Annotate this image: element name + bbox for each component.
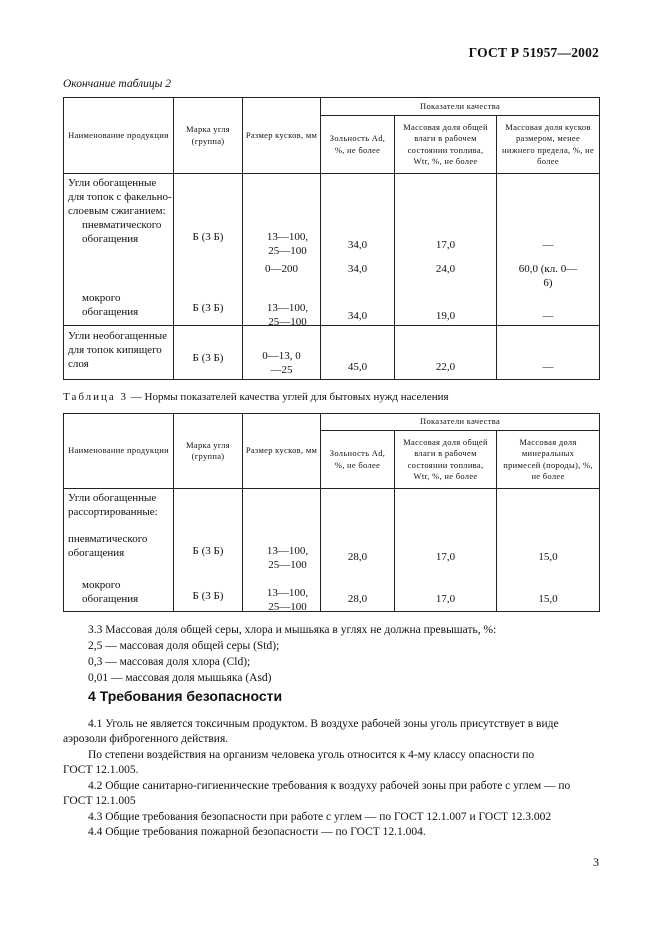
t2-pneumatic-grade: Б (3 Б) — [192, 231, 224, 243]
t2-header-ash: Зольность Ad, %, не более — [321, 116, 395, 174]
t2-header-moisture: Массовая доля общей влаги в рабочем состоянии топлива, Wtr, %, не более — [395, 116, 497, 174]
t2-wet-label: мокрого обогащения — [82, 292, 139, 318]
t2-row2-ash: 34,0 — [347, 263, 368, 275]
t2-group2-ash: 45,0 — [347, 361, 368, 373]
t3-wet-ash: 28,0 — [347, 593, 368, 605]
t3-pneumatic-mineral: 15,0 — [538, 551, 558, 563]
t2-wet-moisture: 19,0 — [435, 310, 456, 322]
t2-header-grade: Марка угля (группа) — [174, 98, 243, 174]
section-4-2-line1: 4.2 Общие санитарно-гигиенические требования к воздуху рабочей зоны при работе с углем — по — [88, 780, 571, 792]
t3-pneumatic-ash: 28,0 — [347, 551, 368, 563]
t2-pneumatic-size: 13—100, 25—100 — [266, 231, 309, 257]
table3-label: Таблица 3 — [63, 391, 129, 403]
t2-group1-title: Угли обогащенные для топок с факельно-слоевым сжиганием: — [68, 177, 172, 217]
t3-wet-label: мокрого обогащения — [82, 579, 139, 605]
section-4-3: 4.3 Общие требования безопасности при работе с углем — по ГОСТ 12.1.007 и ГОСТ 12.3.002 — [88, 811, 552, 823]
section-4-heading: 4 Требования безопасности — [88, 688, 283, 704]
t2-wet-size: 13—100, 25—100 — [266, 302, 309, 328]
t3-pneumatic-label: пневматического обогащения — [68, 533, 148, 559]
t3-pneumatic-moisture: 17,0 — [435, 551, 456, 563]
section-4-4: 4.4 Общие требования пожарной безопасности — по ГОСТ 12.1.004. — [88, 826, 426, 838]
table3-title: — Нормы показателей качества углей для бытовых нужд населения — [130, 391, 449, 403]
table-2 — [63, 97, 600, 380]
table2-continuation-caption: Окончание таблицы 2 — [63, 78, 171, 90]
t2-pneumatic-lower: — — [542, 239, 554, 251]
document-code: ГОСТ Р 51957—2002 — [468, 45, 599, 60]
section-3-3-arsenic: 0,01 — массовая доля мышьяка (Asd) — [88, 672, 272, 684]
t3-pneumatic-grade: Б (3 Б) — [192, 545, 224, 557]
section-4-1-line2: аэрозоли фиброгенного действия. — [63, 733, 229, 745]
t3-header-grade: Марка угля (группа) — [174, 414, 243, 489]
t2-header-name: Наименование продукции — [64, 98, 174, 174]
section-4-1-line3: По степени воздействия на организм человека уголь относится к 4-му классу опасности по — [88, 749, 535, 761]
t2-row2-lower: 60,0 (кл. 0—6) — [518, 263, 578, 289]
t3-group-title: Угли обогащенные рассортированные: — [68, 492, 158, 518]
t3-wet-mineral: 15,0 — [538, 593, 558, 605]
section-3-3-intro: 3.3 Массовая доля общей серы, хлора и мышьяка в углях не должна превышать, %: — [88, 624, 497, 636]
t2-wet-ash: 34,0 — [347, 310, 368, 322]
t2-wet-grade: Б (3 Б) — [192, 302, 224, 314]
section-4-2-line2: ГОСТ 12.1.005 — [63, 795, 136, 807]
t3-wet-moisture: 17,0 — [435, 593, 456, 605]
t2-group2-title: Угли необогащенные для топок кипящего слоя — [68, 330, 168, 370]
t2-group2-lower: — — [542, 361, 554, 373]
t3-wet-grade: Б (3 Б) — [192, 590, 224, 602]
t3-header-quality: Показатели качества — [321, 414, 600, 431]
t2-wet-lower: — — [542, 310, 554, 322]
t3-header-ash: Зольность Ad, %, не более — [321, 431, 395, 489]
t3-header-size: Размер кусков, мм — [243, 414, 321, 489]
section-3-3-chlorine: 0,3 — массовая доля хлора (Cld); — [88, 656, 251, 668]
t2-pneumatic-label: пневматического обогащения — [82, 219, 162, 245]
t2-group2-moisture: 22,0 — [435, 361, 456, 373]
t2-pneumatic-moisture: 17,0 — [435, 239, 456, 251]
t2-header-lower-limit: Массовая доля кусков размером, менее нижнего предела, %, не более — [497, 116, 600, 174]
t2-row2-moisture: 24,0 — [435, 263, 456, 275]
t3-header-moisture: Массовая доля общей влаги в рабочем состоянии топлива, Wtr, %, не более — [395, 431, 497, 489]
t2-row2-size: 0—200 — [265, 263, 298, 275]
t3-header-mineral: Массовая доля минеральных примесей (породы), %, не более — [497, 431, 600, 489]
table-3 — [63, 413, 600, 612]
t3-header-name: Наименование продукции — [64, 414, 174, 489]
section-3-3-sulfur: 2,5 — массовая доля общей серы (Std); — [88, 640, 280, 652]
section-4-1-line1: 4.1 Уголь не является токсичным продуктом. В воздухе рабочей зоны уголь присутствует в виде — [88, 718, 559, 730]
t2-header-size: Размер кусков, мм — [243, 98, 321, 174]
t2-group2-size: 0—13, 0—25 — [262, 350, 301, 376]
t2-pneumatic-ash: 34,0 — [347, 239, 368, 251]
t3-wet-size: 13—100, 25—100 — [266, 587, 309, 613]
page-number: 3 — [593, 855, 599, 869]
t2-header-quality: Показатели качества — [321, 98, 600, 116]
t3-pneumatic-size: 13—100, 25—100 — [266, 545, 309, 571]
t2-group2-grade: Б (3 Б) — [192, 352, 224, 364]
section-4-1-line4: ГОСТ 12.1.005. — [63, 764, 139, 776]
table3-caption — [63, 391, 449, 403]
